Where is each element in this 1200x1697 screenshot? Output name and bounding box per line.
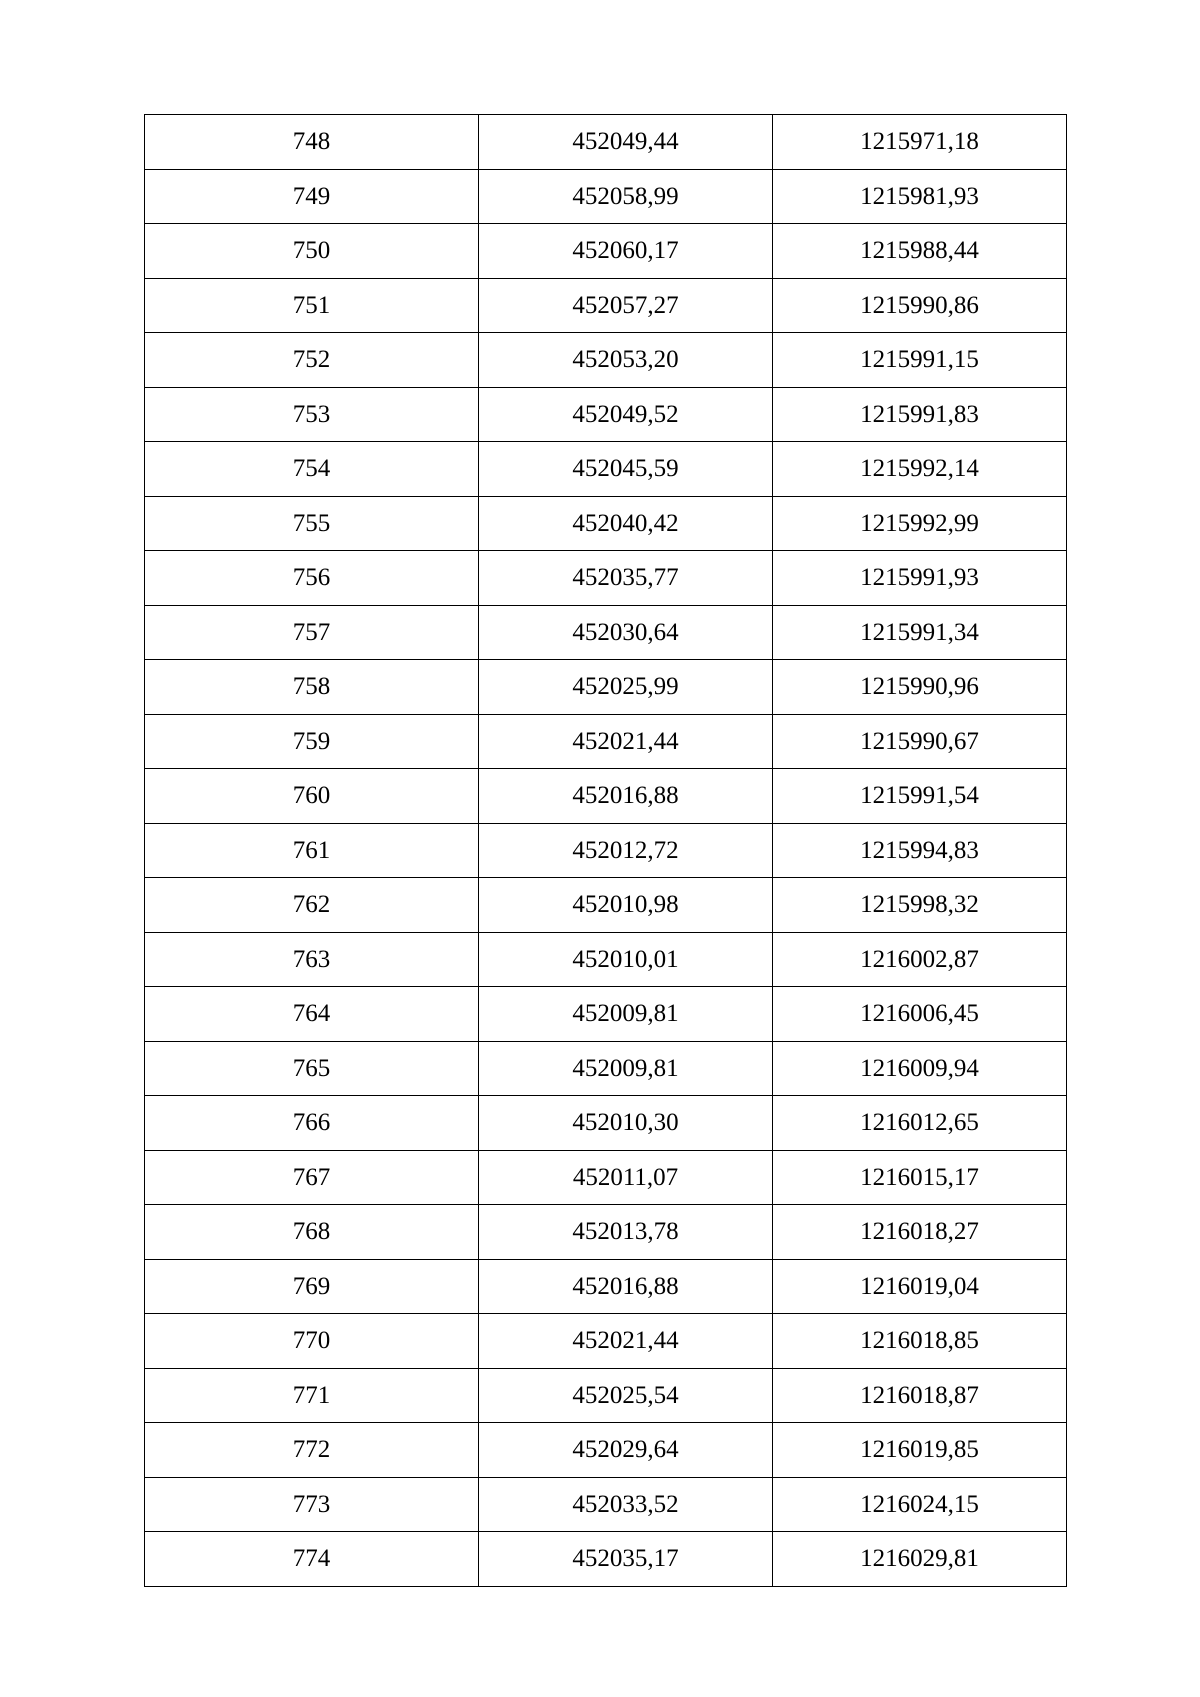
point-number-cell: 750 bbox=[145, 224, 479, 279]
y-coordinate-cell: 1216024,15 bbox=[773, 1477, 1067, 1532]
x-coordinate-cell: 452058,99 bbox=[479, 169, 773, 224]
y-coordinate-cell: 1215994,83 bbox=[773, 823, 1067, 878]
x-coordinate-cell: 452010,98 bbox=[479, 878, 773, 933]
y-coordinate-cell: 1215991,93 bbox=[773, 551, 1067, 606]
x-coordinate-cell: 452045,59 bbox=[479, 442, 773, 497]
x-coordinate-cell: 452016,88 bbox=[479, 769, 773, 824]
x-coordinate-cell: 452012,72 bbox=[479, 823, 773, 878]
table-row bbox=[145, 823, 1067, 878]
point-number-cell: 749 bbox=[145, 169, 479, 224]
x-coordinate-cell: 452025,54 bbox=[479, 1368, 773, 1423]
table-row bbox=[145, 442, 1067, 497]
y-coordinate-cell: 1215988,44 bbox=[773, 224, 1067, 279]
y-coordinate-cell: 1215992,14 bbox=[773, 442, 1067, 497]
y-coordinate-cell: 1216009,94 bbox=[773, 1041, 1067, 1096]
point-number-cell: 757 bbox=[145, 605, 479, 660]
table-row bbox=[145, 878, 1067, 933]
table-row bbox=[145, 224, 1067, 279]
y-coordinate-cell: 1215990,86 bbox=[773, 278, 1067, 333]
table-row bbox=[145, 987, 1067, 1042]
table-row bbox=[145, 1150, 1067, 1205]
point-number-cell: 772 bbox=[145, 1423, 479, 1478]
table-row bbox=[145, 1205, 1067, 1260]
y-coordinate-cell: 1215991,54 bbox=[773, 769, 1067, 824]
x-coordinate-cell: 452035,77 bbox=[479, 551, 773, 606]
point-number-cell: 766 bbox=[145, 1096, 479, 1151]
table-row bbox=[145, 169, 1067, 224]
point-number-cell: 760 bbox=[145, 769, 479, 824]
x-coordinate-cell: 452060,17 bbox=[479, 224, 773, 279]
point-number-cell: 764 bbox=[145, 987, 479, 1042]
y-coordinate-cell: 1215991,83 bbox=[773, 387, 1067, 442]
table-row bbox=[145, 1423, 1067, 1478]
x-coordinate-cell: 452016,88 bbox=[479, 1259, 773, 1314]
x-coordinate-cell: 452049,52 bbox=[479, 387, 773, 442]
y-coordinate-cell: 1216019,04 bbox=[773, 1259, 1067, 1314]
y-coordinate-cell: 1215990,96 bbox=[773, 660, 1067, 715]
point-number-cell: 773 bbox=[145, 1477, 479, 1532]
point-number-cell: 755 bbox=[145, 496, 479, 551]
point-number-cell: 756 bbox=[145, 551, 479, 606]
y-coordinate-cell: 1216002,87 bbox=[773, 932, 1067, 987]
point-number-cell: 761 bbox=[145, 823, 479, 878]
y-coordinate-cell: 1215981,93 bbox=[773, 169, 1067, 224]
x-coordinate-cell: 452010,01 bbox=[479, 932, 773, 987]
table-row bbox=[145, 1532, 1067, 1587]
table-row bbox=[145, 278, 1067, 333]
x-coordinate-cell: 452009,81 bbox=[479, 987, 773, 1042]
table-row bbox=[145, 1477, 1067, 1532]
x-coordinate-cell: 452010,30 bbox=[479, 1096, 773, 1151]
table-row bbox=[145, 714, 1067, 769]
point-number-cell: 748 bbox=[145, 115, 479, 170]
table-row bbox=[145, 1041, 1067, 1096]
point-number-cell: 754 bbox=[145, 442, 479, 497]
x-coordinate-cell: 452025,99 bbox=[479, 660, 773, 715]
y-coordinate-cell: 1216018,27 bbox=[773, 1205, 1067, 1260]
table-row bbox=[145, 605, 1067, 660]
x-coordinate-cell: 452021,44 bbox=[479, 714, 773, 769]
point-number-cell: 774 bbox=[145, 1532, 479, 1587]
table-row bbox=[145, 660, 1067, 715]
x-coordinate-cell: 452013,78 bbox=[479, 1205, 773, 1260]
table-row bbox=[145, 387, 1067, 442]
y-coordinate-cell: 1215992,99 bbox=[773, 496, 1067, 551]
table-row bbox=[145, 333, 1067, 388]
x-coordinate-cell: 452009,81 bbox=[479, 1041, 773, 1096]
point-number-cell: 759 bbox=[145, 714, 479, 769]
table-row bbox=[145, 932, 1067, 987]
coordinates-table-body bbox=[145, 115, 1067, 1587]
y-coordinate-cell: 1216018,87 bbox=[773, 1368, 1067, 1423]
y-coordinate-cell: 1216012,65 bbox=[773, 1096, 1067, 1151]
point-number-cell: 769 bbox=[145, 1259, 479, 1314]
point-number-cell: 753 bbox=[145, 387, 479, 442]
y-coordinate-cell: 1215971,18 bbox=[773, 115, 1067, 170]
table-row bbox=[145, 551, 1067, 606]
coordinates-table bbox=[144, 114, 1067, 1587]
x-coordinate-cell: 452040,42 bbox=[479, 496, 773, 551]
x-coordinate-cell: 452053,20 bbox=[479, 333, 773, 388]
x-coordinate-cell: 452011,07 bbox=[479, 1150, 773, 1205]
x-coordinate-cell: 452035,17 bbox=[479, 1532, 773, 1587]
table-row bbox=[145, 1368, 1067, 1423]
point-number-cell: 752 bbox=[145, 333, 479, 388]
point-number-cell: 762 bbox=[145, 878, 479, 933]
y-coordinate-cell: 1215991,15 bbox=[773, 333, 1067, 388]
point-number-cell: 765 bbox=[145, 1041, 479, 1096]
x-coordinate-cell: 452033,52 bbox=[479, 1477, 773, 1532]
point-number-cell: 768 bbox=[145, 1205, 479, 1260]
table-row bbox=[145, 496, 1067, 551]
x-coordinate-cell: 452057,27 bbox=[479, 278, 773, 333]
point-number-cell: 751 bbox=[145, 278, 479, 333]
y-coordinate-cell: 1216018,85 bbox=[773, 1314, 1067, 1369]
point-number-cell: 770 bbox=[145, 1314, 479, 1369]
y-coordinate-cell: 1216019,85 bbox=[773, 1423, 1067, 1478]
y-coordinate-cell: 1216029,81 bbox=[773, 1532, 1067, 1587]
table-row bbox=[145, 769, 1067, 824]
y-coordinate-cell: 1216015,17 bbox=[773, 1150, 1067, 1205]
x-coordinate-cell: 452021,44 bbox=[479, 1314, 773, 1369]
table-row bbox=[145, 1259, 1067, 1314]
x-coordinate-cell: 452030,64 bbox=[479, 605, 773, 660]
table-row bbox=[145, 115, 1067, 170]
point-number-cell: 758 bbox=[145, 660, 479, 715]
y-coordinate-cell: 1215990,67 bbox=[773, 714, 1067, 769]
y-coordinate-cell: 1215998,32 bbox=[773, 878, 1067, 933]
y-coordinate-cell: 1216006,45 bbox=[773, 987, 1067, 1042]
table-row bbox=[145, 1096, 1067, 1151]
table-row bbox=[145, 1314, 1067, 1369]
x-coordinate-cell: 452049,44 bbox=[479, 115, 773, 170]
point-number-cell: 763 bbox=[145, 932, 479, 987]
point-number-cell: 767 bbox=[145, 1150, 479, 1205]
point-number-cell: 771 bbox=[145, 1368, 479, 1423]
y-coordinate-cell: 1215991,34 bbox=[773, 605, 1067, 660]
x-coordinate-cell: 452029,64 bbox=[479, 1423, 773, 1478]
